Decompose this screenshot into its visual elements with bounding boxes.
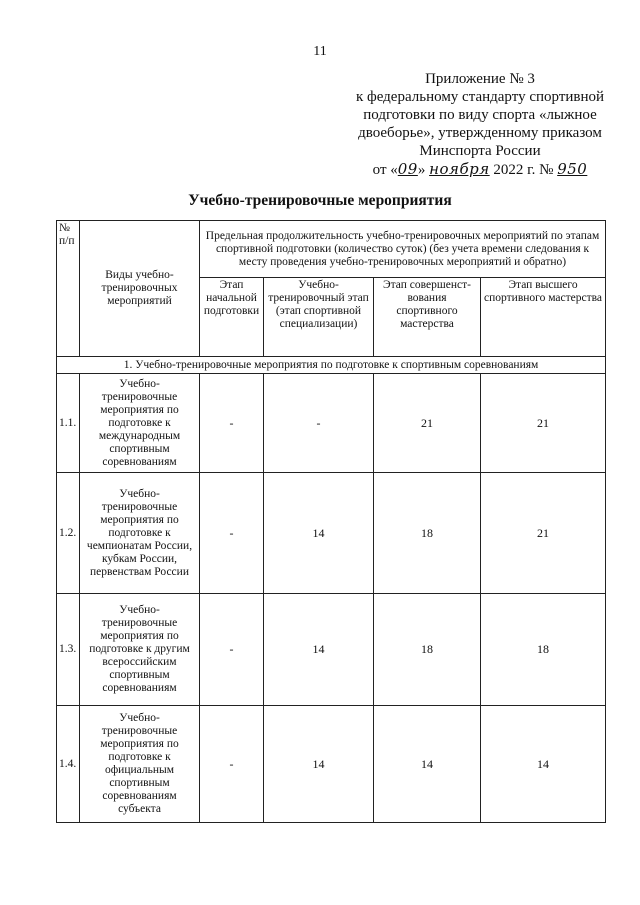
row-num: 1.1. [57, 374, 80, 473]
date-month-handwritten: ноября [429, 160, 490, 178]
date-year: 2022 г. № [489, 162, 558, 178]
row-stage1: - [200, 374, 264, 473]
date-separator: » [417, 162, 430, 178]
table-row [57, 374, 606, 473]
row-stage4: 14 [481, 706, 606, 823]
appendix-date-line [340, 160, 620, 179]
header-stage-initial: Этап начальной подготовки [200, 278, 264, 357]
row-stage2: - [264, 374, 374, 473]
header-stage-improvement: Этап совершенст-вования спортивного мастерства [374, 278, 481, 357]
row-stage2: 14 [264, 473, 374, 594]
row-num: 1.4. [57, 706, 80, 823]
row-name: Учебно-тренировочные мероприятия по подготовке к другим всероссийским спортивным соревнованиям [80, 594, 200, 706]
row-num: 1.2. [57, 473, 80, 594]
header-stage-higher: Этап высшего спортивного мастерства [481, 278, 606, 357]
row-stage4: 18 [481, 594, 606, 706]
header-num: № п/п [57, 221, 80, 357]
table-header-row [57, 221, 606, 278]
header-stage-training: Учебно-тренировочный этап (этап спортивной специализации) [264, 278, 374, 357]
table-row [57, 594, 606, 706]
row-num: 1.3. [57, 594, 80, 706]
row-stage1: - [200, 473, 264, 594]
row-name: Учебно-тренировочные мероприятия по подготовке к официальным спортивным соревнованиям субъекта [80, 706, 200, 823]
row-stage1: - [200, 594, 264, 706]
row-stage2: 14 [264, 594, 374, 706]
row-stage4: 21 [481, 473, 606, 594]
row-stage3: 21 [374, 374, 481, 473]
row-stage2: 14 [264, 706, 374, 823]
date-prefix: от « [372, 162, 398, 178]
row-name: Учебно-тренировочные мероприятия по подготовке к чемпионатам России, кубкам России, первенствам России [80, 473, 200, 594]
page-number: 11 [313, 44, 327, 59]
appendix-line: Приложение № 3 [425, 71, 535, 87]
appendix-line: к федеральному стандарту спортивной [355, 89, 605, 105]
appendix-line: двоеборье», утвержденному приказом [358, 125, 602, 141]
row-stage3: 14 [374, 706, 481, 823]
events-table [56, 220, 606, 823]
order-number-handwritten: 950 [557, 160, 588, 178]
appendix-line: Минспорта России [419, 143, 541, 159]
row-stage1: - [200, 706, 264, 823]
date-day-handwritten: 09 [397, 160, 418, 178]
table-row [57, 473, 606, 594]
row-stage4: 21 [481, 374, 606, 473]
table-row [57, 706, 606, 823]
document-title: Учебно-тренировочные мероприятия [188, 192, 452, 209]
row-name: Учебно-тренировочные мероприятия по подготовке к международным спортивным соревнованиям [80, 374, 200, 473]
header-name: Виды учебно-тренировочных мероприятий [80, 221, 200, 357]
appendix-line: подготовки по виду спорта «лыжное [363, 107, 597, 123]
row-stage3: 18 [374, 594, 481, 706]
row-stage3: 18 [374, 473, 481, 594]
header-group: Предельная продолжительность учебно-тренировочных мероприятий по этапам спортивной подготовки (количество суток) (без учета времени следования к месту проведения учебно-тренировочных мероприятий и обратно) [200, 221, 606, 278]
appendix-block [340, 70, 620, 179]
section-title: 1. Учебно-тренировочные мероприятия по подготовке к спортивным соревнованиям [57, 357, 606, 374]
section-row [57, 357, 606, 374]
